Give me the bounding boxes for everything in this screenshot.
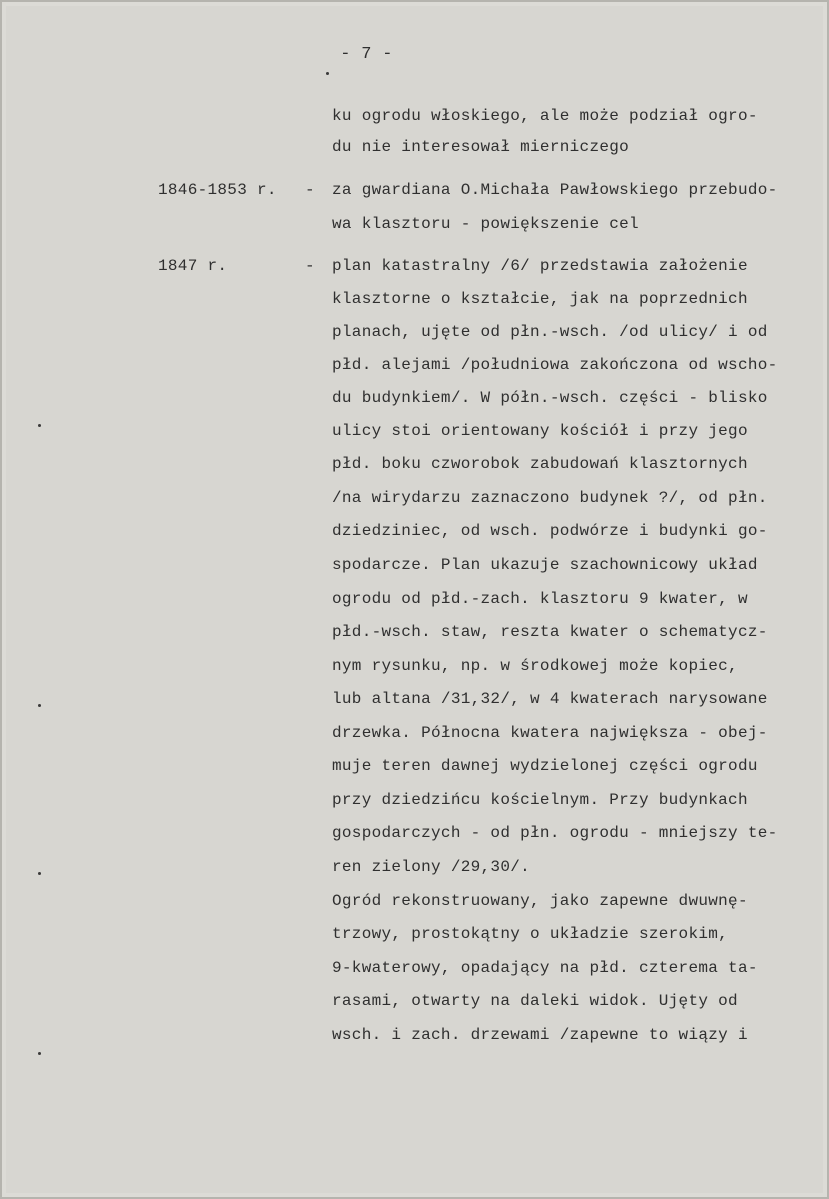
page-number: - 7 - bbox=[340, 45, 393, 64]
entry-2-line-13: nym rysunku, np. w środkowej może kopiec, bbox=[332, 657, 738, 675]
entry-1-date: 1846-1853 r. bbox=[158, 181, 277, 199]
entry-2-line-11: ogrodu od płd.-zach. klasztoru 9 kwater, w bbox=[332, 590, 748, 608]
margin-speck bbox=[38, 424, 41, 427]
entry-2-line-6: ulicy stoi orientowany kościół i przy jego bbox=[332, 422, 748, 440]
entry-2-line-22: 9-kwaterowy, opadający na płd. czterema ta- bbox=[332, 959, 758, 977]
entry-2-dash: - bbox=[305, 257, 315, 275]
entry-2-line-10: spodarcze. Plan ukazuje szachownicowy układ bbox=[332, 556, 758, 574]
entry-2-line-16: muje teren dawnej wydzielonej części ogrodu bbox=[332, 757, 758, 775]
entry-2-line-17: przy dziedzińcu kościelnym. Przy budynkach bbox=[332, 791, 748, 809]
margin-speck bbox=[38, 872, 41, 875]
entry-2-line-23: rasami, otwarty na daleki widok. Ujęty od bbox=[332, 992, 738, 1010]
entry-2-line-4: płd. alejami /południowa zakończona od wscho- bbox=[332, 356, 778, 374]
margin-speck bbox=[326, 72, 329, 75]
continuation-line-2: du nie interesował mierniczego bbox=[332, 138, 630, 156]
entry-2-line-7: płd. boku czworobok zabudowań klasztornych bbox=[332, 455, 748, 473]
entry-2-line-8: /na wirydarzu zaznaczono budynek ?/, od płn. bbox=[332, 489, 768, 507]
entry-2-line-21: trzowy, prostokątny o układzie szerokim, bbox=[332, 925, 729, 943]
entry-2-line-19: ren zielony /29,30/. bbox=[332, 858, 531, 876]
entry-1-dash: - bbox=[305, 181, 315, 199]
entry-2-line-12: płd.-wsch. staw, reszta kwater o schematycz- bbox=[332, 623, 768, 641]
entry-2-line-18: gospodarczych - od płn. ogrodu - mniejszy te- bbox=[332, 824, 778, 842]
continuation-line-1: ku ogrodu włoskiego, ale może podział ogro- bbox=[332, 107, 758, 125]
entry-2-date: 1847 r. bbox=[158, 257, 228, 275]
entry-2-line-14: lub altana /31,32/, w 4 kwaterach narysowane bbox=[332, 690, 768, 708]
entry-2-line-20: Ogród rekonstruowany, jako zapewne dwuwnę- bbox=[332, 892, 748, 910]
entry-1-line-1: za gwardiana O.Michała Pawłowskiego przebudo- bbox=[332, 181, 778, 199]
entry-1-line-2: wa klasztoru - powiększenie cel bbox=[332, 215, 639, 233]
margin-speck bbox=[38, 704, 41, 707]
entry-2-line-2: klasztorne o kształcie, jak na poprzednich bbox=[332, 290, 748, 308]
entry-2-line-1: plan katastralny /6/ przedstawia założenie bbox=[332, 257, 748, 275]
entry-2-line-24: wsch. i zach. drzewami /zapewne to wiązy i bbox=[332, 1026, 748, 1044]
entry-2-line-15: drzewka. Północna kwatera największa - obej- bbox=[332, 724, 768, 742]
entry-2-line-3: planach, ujęte od płn.-wsch. /od ulicy/ i od bbox=[332, 323, 768, 341]
entry-2-line-5: du budynkiem/. W półn.-wsch. części - blisko bbox=[332, 389, 768, 407]
entry-2-line-9: dziedziniec, od wsch. podwórze i budynki go- bbox=[332, 522, 768, 540]
margin-speck bbox=[38, 1052, 41, 1055]
